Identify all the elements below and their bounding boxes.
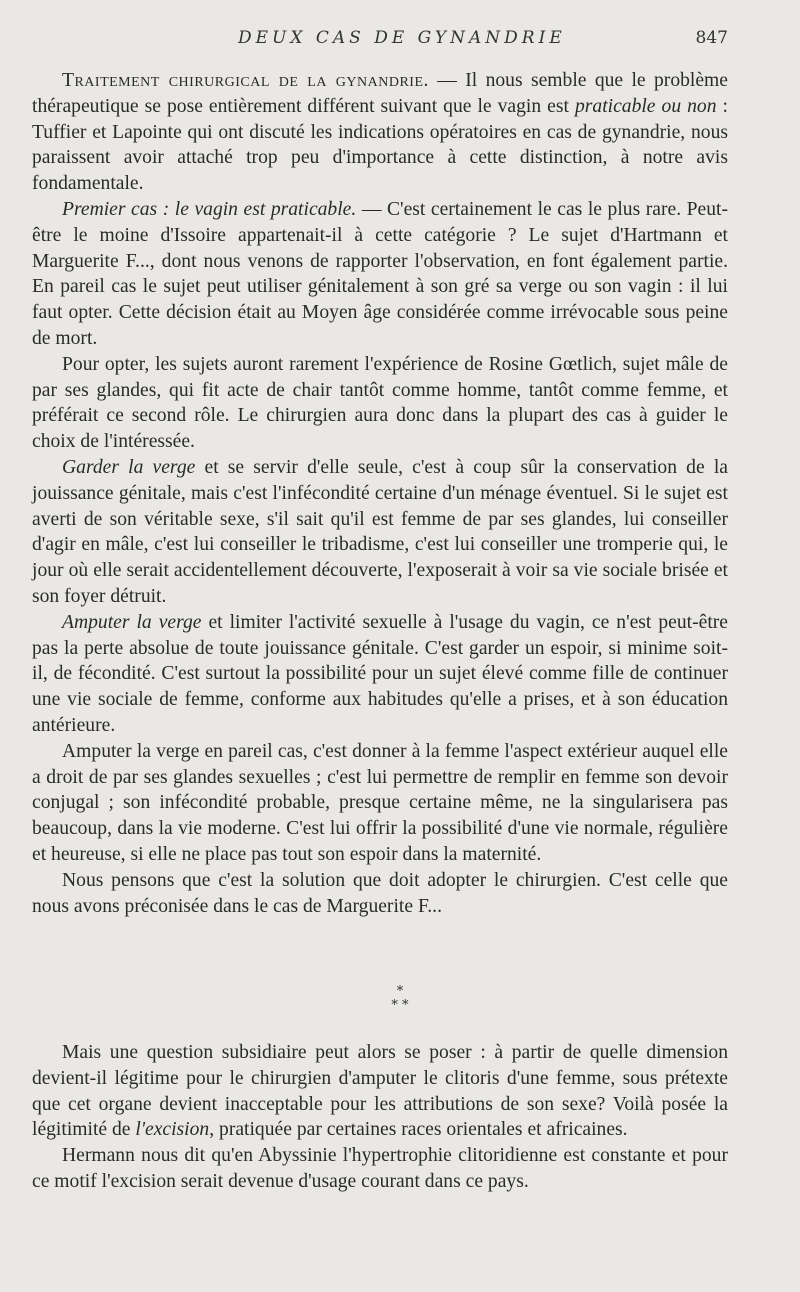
paragraph-3: Pour opter, les sujets auront rarement l'expérience de Rosine Gœtlich, sujet mâle de par ses glandes, qui fit acte de chair tantôt comme homme, tantôt comme femme, et préférait ce second rôle. Le chirurgien aura donc dans la plupart des cas à guider le choix de l'intéressée. <box>32 353 728 453</box>
running-head <box>0 28 800 54</box>
paragraph-5-text: et limiter l'activité sexuelle à l'usage du vagin, ce n'est peut-être pas la perte absolue de toute jouissance génitale. C'est garder un espoir, si minime soit-il, de fécondité. C'est surtout la possibilité pour un sujet élevé comme fille de continuer une vie sociale de femme, conforme aux habitudes qu'elle a prises, et à son éducation antérieure. <box>32 611 728 736</box>
paragraph-1-text-b: : Tuffier et Lapointe qui ont discuté les indications opératoires en cas de gynandrie, nous paraissent avoir attaché trop peu d'importance à cette distinction, à notre avis fondamentale. <box>32 95 728 195</box>
paragraph-1-text-a: — Il nous semble que le problème thérapeutique se pose entièrement différent suivant que le vagin est <box>32 70 728 117</box>
paragraph-5-emphasis: Amputer la verge <box>62 611 202 633</box>
asterism-divider <box>0 985 800 1029</box>
paragraph-8-text-b: , pratiquée par certaines races orientales et africaines. <box>209 1119 628 1141</box>
page-number: 847 <box>695 28 728 48</box>
paragraph-9: Hermann nous dit qu'en Abyssinie l'hypertrophie clitoridienne est constante et pour ce motif l'excision serait devenue d'usage courant dans ce pays. <box>32 1145 728 1192</box>
paragraph-4 <box>32 455 728 610</box>
paragraph-4-text: et se servir d'elle seule, c'est à coup sûr la conservation de la jouissance génitale, mais c'est l'infécondité certaine d'un ménage éventuel. Si le sujet est averti de son véritable sexe, s'il sait qu'il est femme de par ses glandes, lui conseiller d'agir en mâle, c'est lui conseiller le tribadisme, c'est lui conseiller une tromperie qui, le jour où elle serait accidentellement découverte, l'exposerait à voir sa vie sociale brisée et son foyer détruit. <box>32 456 728 607</box>
paragraph-5 <box>32 610 728 739</box>
paragraph-2-text: — C'est certainement le cas le plus rare. Peut-être le moine d'Issoire appartenait-il à cette catégorie ? Le sujet d'Hartmann et Marguerite F..., dont nous venons de rapporter l'observation, en font également partie. En pareil cas le sujet peut utiliser génitalement à son gré sa verge ou son vagin : il lui faut opter. Cette décision était au Moyen âge considérée comme irrévocable sous peine de mort. <box>32 198 728 349</box>
paragraph-2-emphasis: Premier cas : le vagin est praticable. <box>62 198 357 220</box>
paragraph-8 <box>32 1040 728 1143</box>
paragraph-1-emphasis: praticable ou non <box>574 95 717 117</box>
paragraph-6: Amputer la verge en pareil cas, c'est donner à la femme l'aspect extérieur auquel elle a droit de par ses glandes sexuelles ; c'est lui permettre de remplir en femme son devoir conjugal ; son infécondité probable, presque certaine même, ne la singularisera pas beaucoup, dans la vie moderne. C'est lui offrir la possibilité d'une vie normale, régulière et heureuse, si elle ne place pas tout son espoir dans la maternité. <box>32 740 728 865</box>
main-text <box>32 68 728 919</box>
section-heading: Traitement chirurgical de la gynandrie. <box>62 70 429 91</box>
paragraph-2 <box>32 197 728 352</box>
asterism-bottom: * * <box>391 998 409 1013</box>
running-title: DEUX CAS DE GYNANDRIE <box>238 28 566 48</box>
paragraph-8-text-a: Mais une question subsidiaire peut alors se poser : à partir de quelle dimension devient-il légitime pour le chirurgien d'amputer le clitoris d'une femme, sous prétexte que cet organe devient inacceptable pour les attributions de son sexe? Voilà posée la légitimité de <box>32 1042 728 1141</box>
paragraph-4-emphasis: Garder la verge <box>62 456 196 478</box>
asterism-top: * <box>396 984 404 999</box>
paragraph-1 <box>32 68 728 197</box>
paragraph-8-emphasis: l'excision <box>135 1119 210 1141</box>
second-section <box>32 1040 728 1195</box>
paragraph-7: Nous pensons que c'est la solution que doit adopter le chirurgien. C'est celle que nous avons préconisée dans le cas de Marguerite F... <box>32 869 728 917</box>
